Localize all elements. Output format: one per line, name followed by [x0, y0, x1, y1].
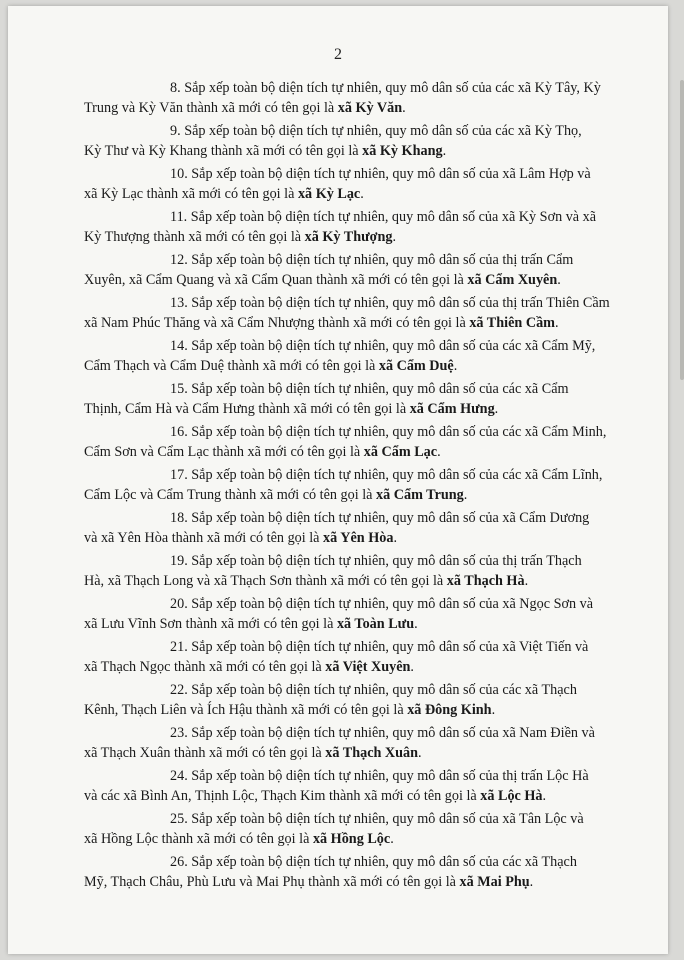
commune-name: xã Cẩm Duệ — [378, 358, 454, 374]
item-text-1: Sắp xếp toàn bộ diện tích tự nhiên, quy mô dân số của xã Tân Lộc và — [191, 811, 584, 827]
item-number: 15. — [170, 381, 188, 397]
item-text-1: Sắp xếp toàn bộ diện tích tự nhiên, quy mô dân số của xã Lâm Hợp và — [191, 166, 591, 182]
commune-name: xã Hồng Lộc — [312, 831, 391, 847]
item-text-1: Sắp xếp toàn bộ diện tích tự nhiên, quy mô dân số của thị trấn Cẩm — [191, 252, 574, 268]
item-number: 26. — [170, 854, 188, 870]
item-line-2 — [84, 184, 640, 204]
list-item — [84, 852, 640, 892]
item-line-2 — [84, 743, 640, 763]
item-number: 14. — [170, 338, 188, 354]
item-line-2 — [84, 571, 640, 591]
item-text-2: và các xã Bình An, Thịnh Lộc, Thạch Kim thành xã mới có tên gọi là — [84, 788, 481, 804]
item-number: 11. — [170, 209, 188, 225]
item-line-1 — [84, 78, 640, 98]
item-line-1 — [84, 293, 640, 313]
item-number: 19. — [170, 553, 188, 569]
item-text-2: Mỹ, Thạch Châu, Phù Lưu và Mai Phụ thành xã mới có tên gọi là — [84, 874, 460, 890]
item-text-2: Trung và Kỳ Văn thành xã mới có tên gọi là — [84, 100, 338, 116]
item-text-1: Sắp xếp toàn bộ diện tích tự nhiên, quy mô dân số của các xã Cẩm Mỹ, — [191, 338, 596, 354]
list-item — [84, 164, 640, 204]
item-number: 8. — [170, 80, 181, 96]
list-item — [84, 250, 640, 290]
item-text-1: Sắp xếp toàn bộ diện tích tự nhiên, quy mô dân số của xã Việt Tiến và — [191, 639, 589, 655]
commune-name: xã Mai Phụ — [459, 874, 530, 890]
item-line-1 — [84, 551, 640, 571]
item-end: . — [494, 401, 499, 417]
item-number: 18. — [170, 510, 188, 526]
item-number: 9. — [170, 123, 181, 139]
commune-name: xã Yên Hòa — [323, 530, 394, 546]
item-line-2 — [84, 657, 640, 677]
item-text-2: Xuyên, xã Cẩm Quang và xã Cẩm Quan thành xã mới có tên gọi là — [84, 272, 468, 288]
list-item — [84, 465, 640, 505]
list-item — [84, 379, 640, 419]
item-text-2: Kênh, Thạch Liên và Ích Hậu thành xã mới có tên gọi là — [84, 702, 408, 718]
item-text-2: Cẩm Lộc và Cẩm Trung thành xã mới có tên gọi là — [84, 487, 376, 503]
item-number: 21. — [170, 639, 188, 655]
commune-name: xã Cẩm Xuyên — [467, 272, 558, 288]
item-end: . — [529, 874, 534, 890]
item-text-1: Sắp xếp toàn bộ diện tích tự nhiên, quy mô dân số của thị trấn Thiên Cầm — [191, 295, 610, 311]
item-line-2 — [84, 313, 640, 333]
commune-name: xã Lộc Hà — [480, 788, 543, 804]
list-item — [84, 809, 640, 849]
item-line-2 — [84, 227, 640, 247]
item-text-2: Cẩm Thạch và Cẩm Duệ thành xã mới có tên gọi là — [84, 358, 379, 374]
scrollbar[interactable] — [680, 80, 684, 380]
item-text-1: Sắp xếp toàn bộ diện tích tự nhiên, quy mô dân số của các xã Cẩm Minh, — [191, 424, 607, 440]
item-line-1 — [84, 852, 640, 872]
item-text-2: xã Lưu Vĩnh Sơn thành xã mới có tên gọi là — [84, 616, 337, 632]
item-line-1 — [84, 336, 640, 356]
item-text-2: xã Thạch Xuân thành xã mới có tên gọi là — [84, 745, 326, 761]
item-line-1 — [84, 508, 640, 528]
list-item — [84, 680, 640, 720]
list-item — [84, 78, 640, 118]
commune-name: xã Đông Kinh — [407, 702, 492, 718]
commune-name: xã Kỳ Lạc — [297, 186, 361, 202]
commune-name: xã Kỳ Thượng — [304, 229, 393, 245]
item-line-1 — [84, 164, 640, 184]
item-text-1: Sắp xếp toàn bộ diện tích tự nhiên, quy mô dân số của xã Cẩm Dương — [191, 510, 590, 526]
item-text-1: Sắp xếp toàn bộ diện tích tự nhiên, quy mô dân số của các xã Kỳ Thọ, — [184, 123, 582, 139]
item-end: . — [437, 444, 441, 460]
commune-name: xã Cẩm Lạc — [363, 444, 438, 460]
page-number: 2 — [334, 46, 342, 63]
item-line-2 — [84, 614, 640, 634]
item-line-2 — [84, 399, 640, 419]
item-text-1: Sắp xếp toàn bộ diện tích tự nhiên, quy mô dân số của các xã Cẩm — [191, 381, 569, 397]
item-number: 25. — [170, 811, 188, 827]
item-end: . — [402, 100, 406, 116]
item-end: . — [453, 358, 458, 374]
item-text-2: Thịnh, Cẩm Hà và Cẩm Hưng thành xã mới có tên gọi là — [84, 401, 410, 417]
item-line-2 — [84, 528, 640, 548]
item-line-1 — [84, 379, 640, 399]
list-item — [84, 207, 640, 247]
commune-name: xã Cẩm Hưng — [409, 401, 495, 417]
item-end: . — [442, 143, 447, 159]
commune-name: xã Toàn Lưu — [336, 616, 415, 632]
list-item — [84, 508, 640, 548]
commune-name: xã Kỳ Khang — [362, 143, 443, 159]
item-end: . — [418, 745, 422, 761]
item-end: . — [410, 659, 414, 675]
list-item — [84, 293, 640, 333]
item-line-2 — [84, 829, 640, 849]
item-line-2 — [84, 141, 640, 161]
item-text-2: Kỳ Thượng thành xã mới có tên gọi là — [84, 229, 305, 245]
list-item — [84, 766, 640, 806]
item-line-1 — [84, 465, 640, 485]
item-line-2 — [84, 270, 640, 290]
item-end: . — [463, 487, 468, 503]
item-line-1 — [84, 594, 640, 614]
item-text-1: Sắp xếp toàn bộ diện tích tự nhiên, quy mô dân số của các xã Thạch — [191, 682, 577, 698]
item-line-1 — [84, 637, 640, 657]
item-end: . — [392, 229, 397, 245]
item-line-1 — [84, 766, 640, 786]
item-text-2: Cẩm Sơn và Cẩm Lạc thành xã mới có tên gọi là — [84, 444, 364, 460]
item-line-2 — [84, 442, 640, 462]
list-item — [84, 422, 640, 462]
list-item — [84, 637, 640, 677]
item-text-2: và xã Yên Hòa thành xã mới có tên gọi là — [84, 530, 324, 546]
commune-name: xã Kỳ Văn — [337, 100, 403, 116]
item-text-1: Sắp xếp toàn bộ diện tích tự nhiên, quy mô dân số của thị trấn Thạch — [191, 553, 582, 569]
item-text-1: Sắp xếp toàn bộ diện tích tự nhiên, quy mô dân số của các xã Kỳ Tây, Kỳ — [184, 80, 601, 96]
item-text-1: Sắp xếp toàn bộ diện tích tự nhiên, quy mô dân số của xã Ngọc Sơn và — [191, 596, 594, 612]
item-end: . — [555, 315, 559, 331]
item-number: 24. — [170, 768, 188, 784]
item-number: 16. — [170, 424, 188, 440]
item-end: . — [393, 530, 397, 546]
item-text-2: Kỳ Thư và Kỳ Khang thành xã mới có tên gọi là — [84, 143, 363, 159]
item-line-2 — [84, 872, 640, 892]
list-item — [84, 336, 640, 376]
item-line-2 — [84, 700, 640, 720]
item-number: 17. — [170, 467, 188, 483]
item-number: 13. — [170, 295, 188, 311]
item-end: . — [524, 573, 529, 589]
item-end: . — [390, 831, 394, 847]
item-end: . — [360, 186, 364, 202]
item-text-2: xã Nam Phúc Thăng và xã Cẩm Nhượng thành xã mới có tên gọi là — [84, 315, 470, 331]
item-line-1 — [84, 207, 640, 227]
item-line-1 — [84, 809, 640, 829]
item-text-2: xã Kỳ Lạc thành xã mới có tên gọi là — [84, 186, 298, 202]
item-line-1 — [84, 422, 640, 442]
item-number: 23. — [170, 725, 188, 741]
list-item — [84, 594, 640, 634]
item-number: 12. — [170, 252, 188, 268]
item-line-1 — [84, 250, 640, 270]
list-item — [84, 551, 640, 591]
item-end: . — [414, 616, 418, 632]
item-line-2 — [84, 786, 640, 806]
item-number: 10. — [170, 166, 188, 182]
item-text-1: Sắp xếp toàn bộ diện tích tự nhiên, quy mô dân số của xã Kỳ Sơn và xã — [190, 209, 597, 225]
item-text-1: Sắp xếp toàn bộ diện tích tự nhiên, quy mô dân số của thị trấn Lộc Hà — [191, 768, 589, 784]
document-page — [8, 6, 668, 954]
item-text-2: Hà, xã Thạch Long và xã Thạch Sơn thành xã mới có tên gọi là — [84, 573, 447, 589]
item-text-1: Sắp xếp toàn bộ diện tích tự nhiên, quy mô dân số của các xã Thạch — [191, 854, 577, 870]
item-text-1: Sắp xếp toàn bộ diện tích tự nhiên, quy mô dân số của xã Nam Điền và — [191, 725, 595, 741]
item-line-1 — [84, 723, 640, 743]
item-line-2 — [84, 98, 640, 118]
item-number: 20. — [170, 596, 188, 612]
commune-name: xã Việt Xuyên — [325, 659, 411, 675]
item-line-2 — [84, 356, 640, 376]
item-end: . — [491, 702, 496, 718]
commune-name: xã Cẩm Trung — [376, 487, 464, 503]
item-line-2 — [84, 485, 640, 505]
item-line-1 — [84, 121, 640, 141]
item-text-2: xã Thạch Ngọc thành xã mới có tên gọi là — [84, 659, 326, 675]
list-item — [84, 723, 640, 763]
item-text-1: Sắp xếp toàn bộ diện tích tự nhiên, quy mô dân số của các xã Cẩm Lĩnh, — [191, 467, 603, 483]
list-item — [84, 121, 640, 161]
item-text-2: xã Hồng Lộc thành xã mới có tên gọi là — [84, 831, 313, 847]
item-end: . — [542, 788, 547, 804]
commune-name: xã Thạch Hà — [446, 573, 525, 589]
commune-name: xã Thạch Xuân — [325, 745, 419, 761]
commune-name: xã Thiên Cầm — [469, 315, 555, 331]
item-end: . — [557, 272, 561, 288]
item-number: 22. — [170, 682, 188, 698]
item-line-1 — [84, 680, 640, 700]
